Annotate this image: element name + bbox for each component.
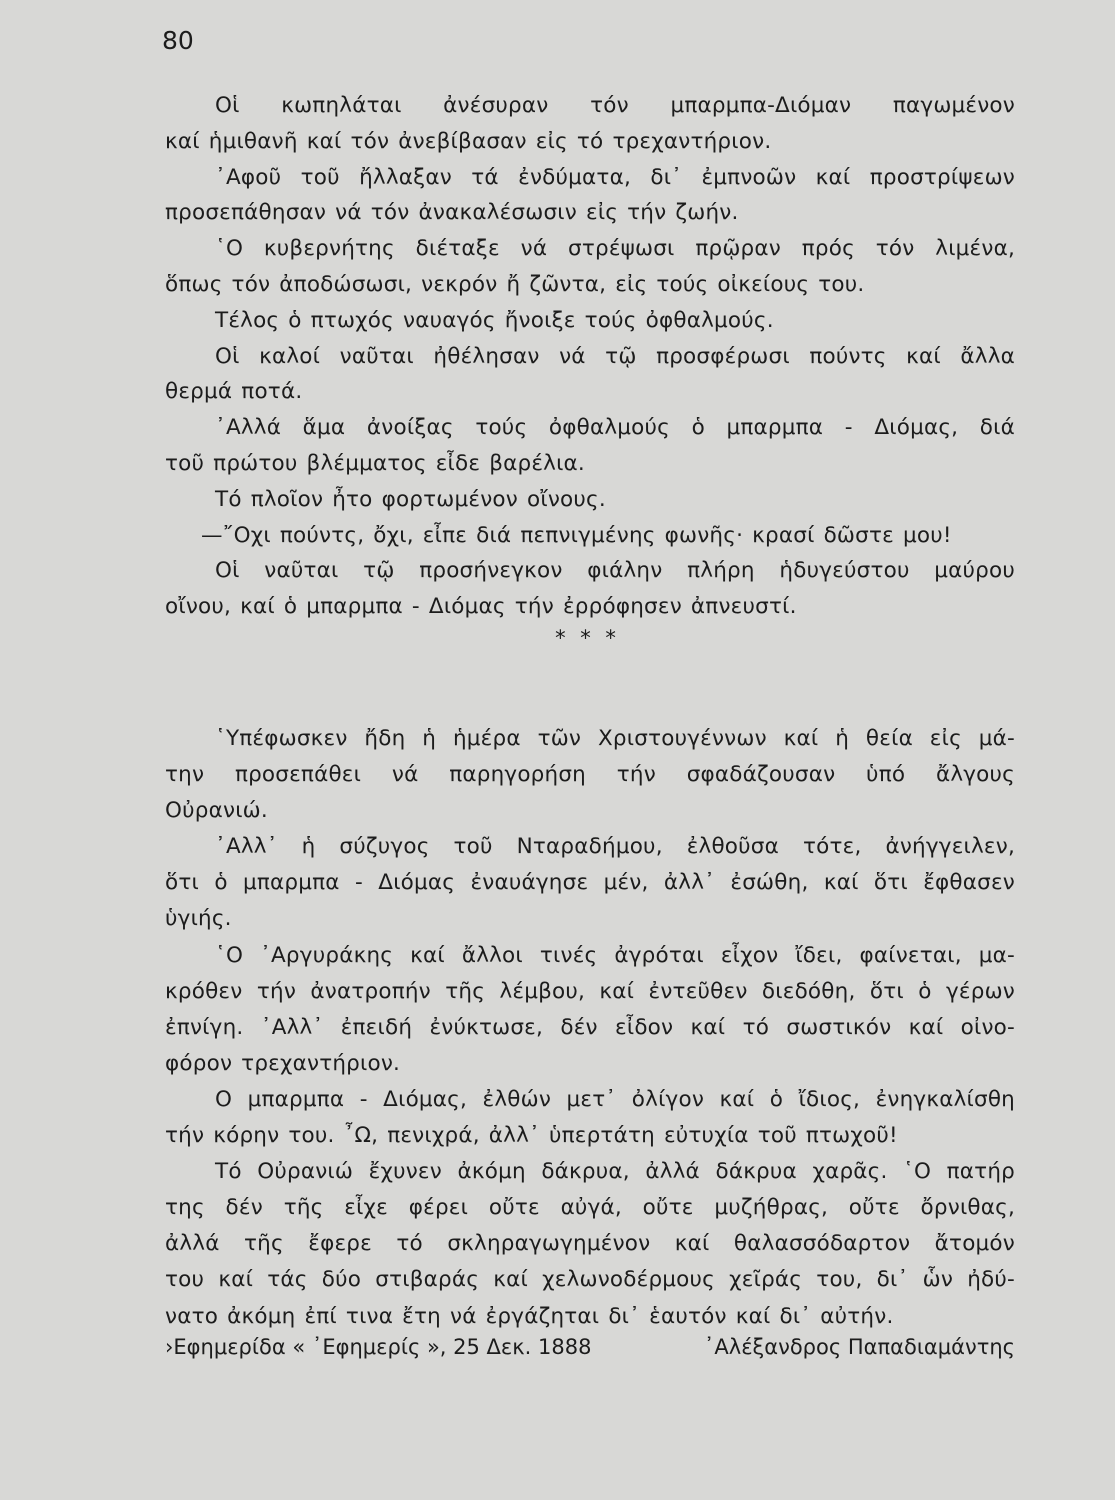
text-line: ἐπνίγη. ᾿Αλλ᾿ ἐπειδή ἐνύκτωσε, δέν εἶδον καί τό σωστικόν καί οἰνο- [165,1014,1015,1040]
paragraph [165,231,1015,303]
text-line: θερμά ποτά. [165,379,303,405]
text-line: την προσεπάθει νά παρηγορήση τήν σφαδάζουσαν ὑπό ἄλγους [165,762,1015,788]
text-line: κρόθεν τήν ἀνατροπήν τῆς λέμβου, καί ἐντεῦθεν διεδόθη, ὅτι ὁ γέρων [165,978,1015,1004]
paragraph [165,1154,1015,1334]
author-name: ᾿Αλέξανδρος Παπαδιαμάντης [703,1335,1015,1359]
paragraph [165,1082,1015,1154]
text-line: ὅτι ὁ μπαρμπα - Διόμας ἐναυάγησε μέν, ἀλλ᾿ ἐσώθη, καί ὅτι ἔφθασεν [165,870,1015,896]
text-line: Ο μπαρμπα - Διόμας, ἐλθών μετ᾿ ὀλίγον καί ὁ ἴδιος, ἐνηγκαλίσθη [215,1086,1015,1112]
text-line: Οἱ κωπηλάται ἀνέσυραν τόν μπαρμπα-Διόμαν παγωμένον [215,93,1015,118]
text-line: ᾿Αφοῦ τοῦ ἤλλαξαν τά ἐνδύματα, δι᾿ ἐμπνοῶν καί προστρίψεων [215,164,1015,190]
section-break: * * * [555,626,620,650]
text-line: της δέν τῆς εἶχε φέρει οὔτε αὐγά, οὔτε μυζήθρας, οὔτε ὄρνιθας, [165,1195,1015,1221]
text-line: ὑγιής. [165,906,232,932]
text-block-before-break [165,88,1015,625]
paragraph [165,553,1015,625]
source-citation: ›Εφημερίδα « ᾿Εφημερίς », 25 Δεκ. 1888 [165,1335,592,1359]
text-line: ἀλλά τῆς ἔφερε τό σκληραγωγημένον καί θαλασσόδαρτον ἄτομόν [165,1231,1015,1257]
text-line: προσεπάθησαν νά τόν ἀνακαλέσωσιν εἰς τήν ζωήν. [165,200,739,226]
text-line: νατο ἀκόμη ἐπί τινα ἔτη νά ἐργάζηται δι᾿ ἑαυτόν καί δι᾿ αὐτήν. [165,1303,894,1329]
text-line: οἴνου, καί ὁ μπαρμπα - Διόμας τήν ἐρρόφησεν ἀπνευστί. [165,594,797,620]
text-line: Οὐρανιώ. [165,798,268,824]
text-line: τοῦ πρώτου βλέμματος εἶδε βαρέλια. [165,450,585,476]
paragraph [165,721,1015,829]
paragraph [165,303,1015,339]
text-line: ᾿Αλλά ἅμα ἀνοίξας τούς ὀφθαλμούς ὁ μπαρμπα - Διόμας, διά [215,415,1015,441]
text-line: ὅπως τόν ἀποδώσωσι, νεκρόν ἤ ζῶντα, εἰς τούς οἰκείους του. [165,271,865,297]
paragraph [165,829,1015,937]
text-line: ᾿Αλλ᾿ ἡ σύζυγος τοῦ Νταραδήμου, ἐλθοῦσα τότε, ἀνήγγειλεν, [215,834,1015,860]
text-line: φόρον τρεχαντήριον. [165,1050,401,1076]
text-line: Οἱ καλοί ναῦται ἠθέλησαν νά τῷ προσφέρωσι πούντς καί ἄλλα [215,343,1015,369]
text-line: Τό πλοῖον ἦτο φορτωμένον οἴνους. [215,486,606,512]
text-line: —῎Οχι πούντς, ὄχι, εἶπε διά πεπνιγμένης φωνῆς· κρασί δῶστε μου! [201,522,952,548]
page-number: 80 [162,26,194,55]
text-line: τήν κόρην του. ῏Ω, πενιχρά, ἀλλ᾿ ὑπερτάτη εὐτυχία τοῦ πτωχοῦ! [165,1123,898,1149]
paragraph [165,518,1015,554]
text-line: του καί τάς δύο στιβαράς καί χελωνοδέρμους χεῖράς του, δι᾿ ὧν ἠδύ- [165,1267,1015,1293]
text-block-after-break [165,721,1015,1335]
paragraph [165,339,1015,411]
text-line: Τό Οὐρανιώ ἔχυνεν ἀκόμη δάκρυα, ἀλλά δάκρυα χαρᾶς. ῾Ο πατήρ [215,1159,1015,1185]
text-line: καί ἡμιθανῆ καί τόν ἀνεβίβασαν εἰς τό τρεχαντήριον. [165,128,772,154]
text-line: ῾Υπέφωσκεν ἤδη ἡ ἡμέρα τῶν Χριστουγέννων καί ἡ θεία εἰς μά- [215,726,1015,751]
paragraph [165,160,1015,232]
text-line: Οἱ ναῦται τῷ προσήνεγκον φιάλην πλήρη ἡδυγεύστου μαύρου [215,558,1015,584]
paragraph [165,482,1015,518]
paragraph [165,88,1015,160]
footer [165,1335,1015,1359]
text-line: ῾Ο ᾿Αργυράκης καί ἄλλοι τινές ἀγρόται εἶχον ἴδει, φαίνεται, μα- [215,942,1015,968]
paragraph [165,410,1015,482]
text-line: ῾Ο κυβερνήτης διέταξε νά στρέψωσι πρῷραν πρός τόν λιμένα, [215,236,1015,262]
paragraph [165,938,1015,1082]
text-line: Τέλος ὁ πτωχός ναυαγός ἤνοιξε τούς ὀφθαλμούς. [215,307,774,333]
